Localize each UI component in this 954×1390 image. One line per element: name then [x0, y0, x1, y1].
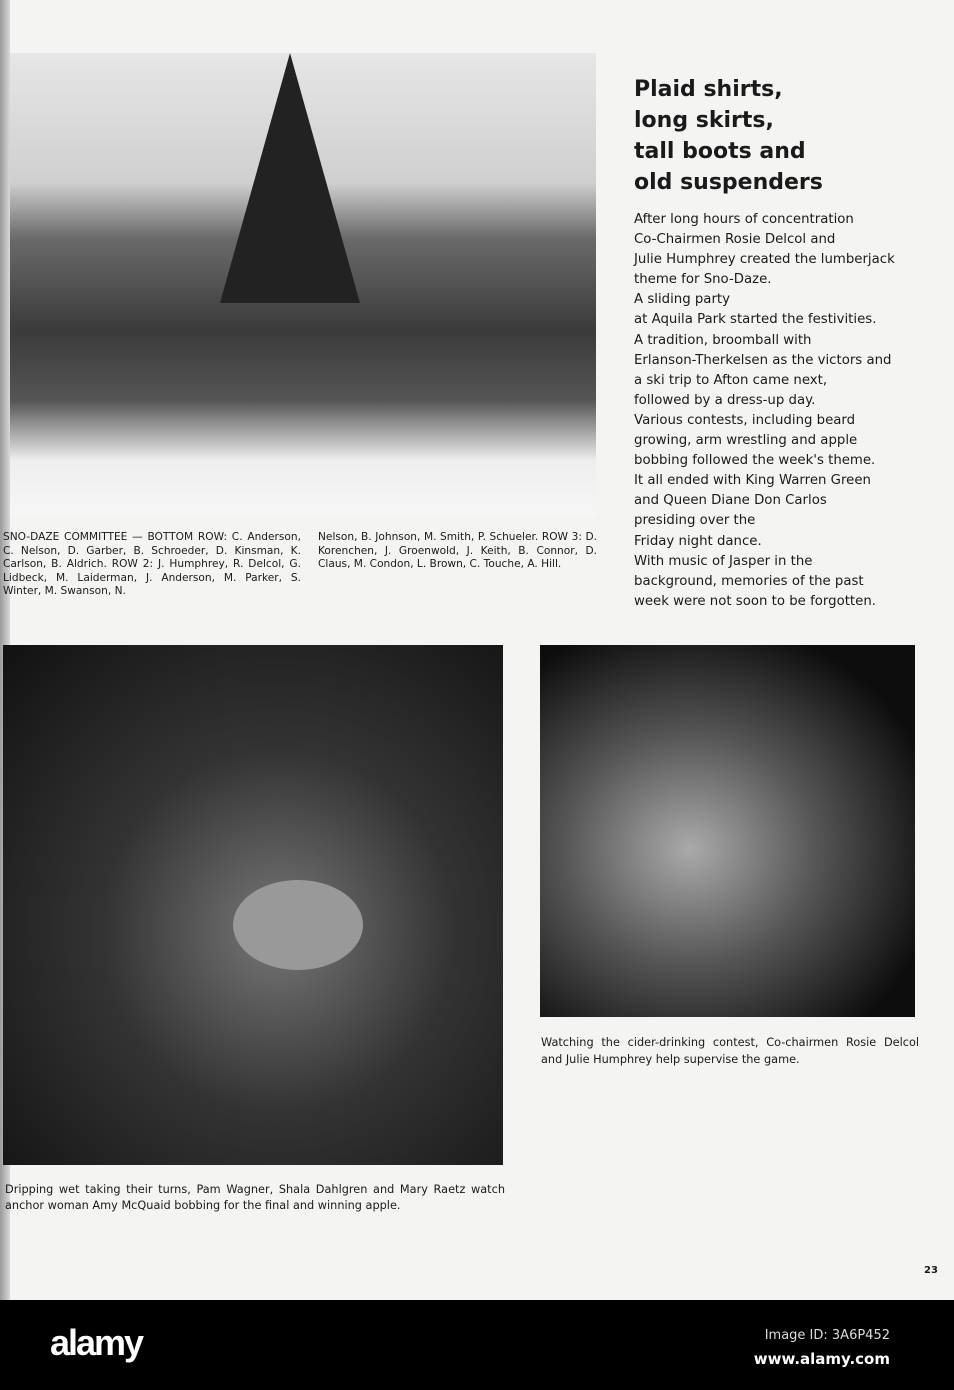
- body-line: background, memories of the past: [634, 573, 864, 589]
- committee-caption-col2: Nelson, B. Johnson, M. Smith, P. Schueler. ROW 3: D. Korenchen, J. Groenwold, J. Keith, B. Connor, D. Claus, M. Condon, L. Brown, C. Touche, A. Hill.: [318, 531, 597, 570]
- body-line: presiding over the: [634, 513, 756, 529]
- tree-shape: [220, 53, 360, 303]
- cider-contest-caption: Watching the cider-drinking contest, Co-chairmen Rosie Delcol and Julie Humphrey help supervise the game.: [541, 1036, 919, 1066]
- body-line: theme for Sno-Daze.: [634, 272, 772, 288]
- article-title: [634, 74, 823, 198]
- body-line: After long hours of concentration: [634, 212, 854, 227]
- body-line: followed by a dress-up day.: [634, 392, 816, 408]
- body-line: Friday night dance.: [634, 533, 762, 549]
- body-line: With music of Jasper in the: [634, 553, 813, 569]
- apple-bobbing-photo: [3, 645, 503, 1165]
- body-line: A tradition, broomball with: [634, 332, 812, 348]
- body-line: Co-Chairmen Rosie Delcol and: [634, 232, 836, 248]
- body-line: It all ended with King Warren Green: [634, 473, 871, 489]
- body-line: A sliding party: [634, 292, 731, 308]
- body-line: a ski trip to Afton came next,: [634, 372, 828, 388]
- body-line: bobbing followed the week's theme.: [634, 453, 876, 469]
- image-id: Image ID: 3A6P452: [764, 1328, 890, 1343]
- body-line: growing, arm wrestling and apple: [634, 433, 858, 449]
- body-line: week were not soon to be forgotten.: [634, 593, 876, 609]
- body-line: and Queen Diane Don Carlos: [634, 493, 827, 509]
- title-line: long skirts,: [634, 108, 774, 133]
- pot-shape: [233, 880, 363, 970]
- body-line: Erlanson-Therkelsen as the victors and: [634, 352, 892, 368]
- committee-group-photo: [10, 53, 596, 516]
- title-line: Plaid shirts,: [634, 77, 783, 102]
- body-line: at Aquila Park started the festivities.: [634, 312, 877, 328]
- page-number: 23: [924, 1265, 938, 1276]
- cider-contest-photo: [540, 645, 915, 1017]
- article-body: [634, 210, 924, 612]
- alamy-logo: alamy: [50, 1322, 143, 1363]
- watermark-footer: [0, 1300, 954, 1390]
- body-line: Julie Humphrey created the lumberjack: [634, 252, 895, 268]
- body-line: Various contests, including beard: [634, 412, 856, 428]
- title-line: old suspenders: [634, 170, 823, 195]
- title-line: tall boots and: [634, 139, 806, 164]
- committee-caption-col1: SNO-DAZE COMMITTEE — BOTTOM ROW: C. Anderson, C. Nelson, D. Garber, B. Schroeder, D. Kinsman, K. Carlson, B. Aldrich. ROW 2: J. Humphrey, R. Delcol, G. Lidbeck, M. Laiderman, J. Anderson, M. Parker, S. Winter, M. Swanson, N.: [3, 531, 301, 597]
- apple-bobbing-caption: Dripping wet taking their turns, Pam Wagner, Shala Dahlgren and Mary Raetz watch anchor woman Amy McQuaid bobbing for the final and winning apple.: [5, 1183, 505, 1212]
- site-url: www.alamy.com: [753, 1350, 890, 1368]
